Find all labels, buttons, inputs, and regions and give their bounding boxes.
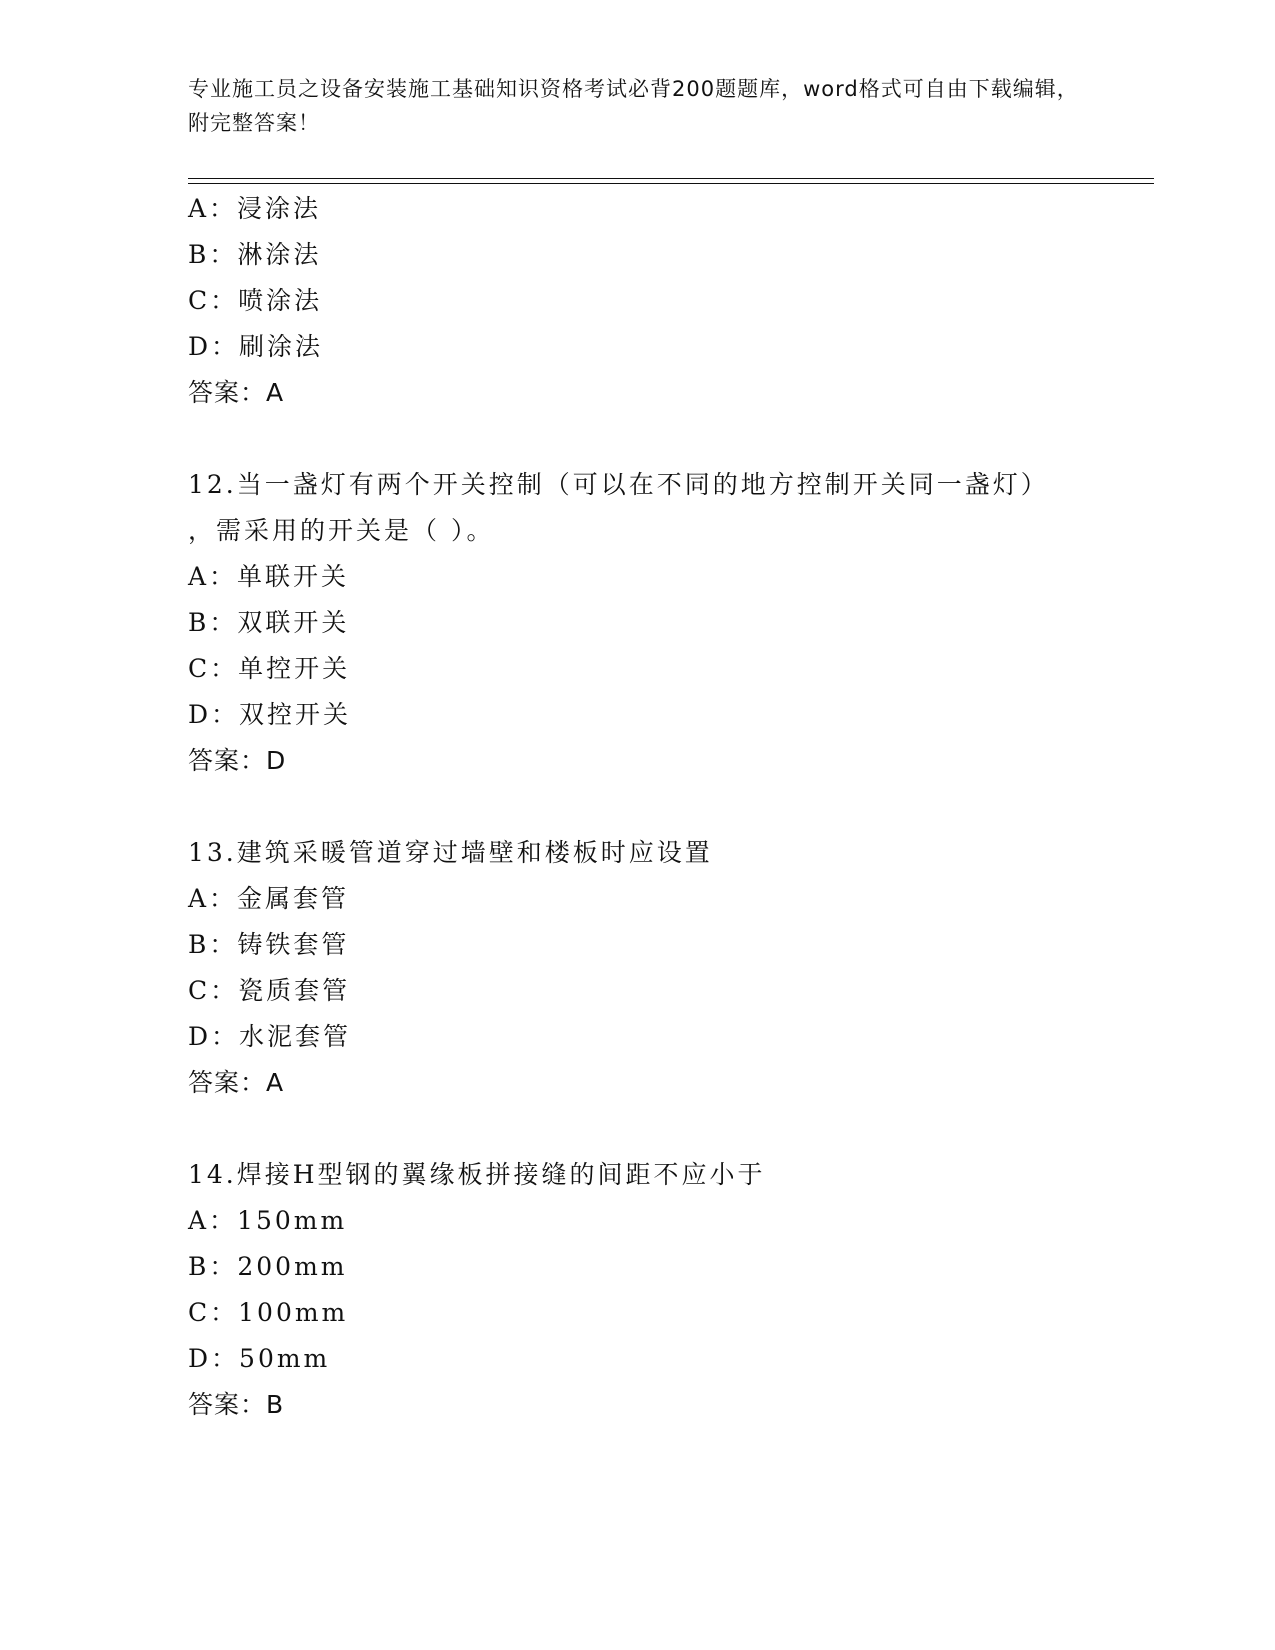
header-rule-top	[188, 178, 1154, 179]
option-b: B：铸铁套管	[188, 930, 350, 959]
question-stem: 13.建筑采暖管道穿过墙壁和楼板时应设置	[188, 838, 713, 867]
answer-line: 答案：B	[188, 1390, 285, 1419]
option-b: B：淋涂法	[188, 240, 322, 269]
option-d: D：50mm	[188, 1344, 331, 1373]
option-c: C：喷涂法	[188, 286, 323, 315]
option-a: A：150mm	[188, 1206, 348, 1235]
header-rule-bottom	[188, 183, 1154, 184]
document-header: 专业施工员之设备安装施工基础知识资格考试必背200题题库，word格式可自由下载编辑，附完整答案！	[188, 77, 1079, 135]
question-stem: 12.当一盏灯有两个开关控制（可以在不同的地方控制开关同一盏灯）	[188, 470, 1049, 499]
answer-line: 答案：D	[188, 746, 287, 775]
option-a: A：浸涂法	[188, 194, 322, 223]
option-a: A：单联开关	[188, 562, 350, 591]
question-stem: 14.焊接H型钢的翼缘板拼接缝的间距不应小于	[188, 1160, 766, 1189]
answer-line: 答案：A	[188, 378, 285, 407]
option-c: C：瓷质套管	[188, 976, 351, 1005]
option-d: D：水泥套管	[188, 1022, 352, 1051]
option-d: D：双控开关	[188, 700, 352, 729]
document-body	[188, 186, 1148, 1428]
option-a: A：金属套管	[188, 884, 350, 913]
answer-line: 答案：A	[188, 1068, 285, 1097]
question-14	[188, 1152, 1148, 1428]
option-b: B：双联开关	[188, 608, 350, 637]
option-d: D：刷涂法	[188, 332, 324, 361]
question-stem-continued: ，需采用的开关是（ ）。	[188, 516, 495, 545]
question-12	[188, 462, 1148, 784]
option-c: C：单控开关	[188, 654, 351, 683]
question-fragment	[188, 186, 1148, 416]
question-13	[188, 830, 1148, 1106]
option-b: B：200mm	[188, 1252, 348, 1281]
option-c: C：100mm	[188, 1298, 349, 1327]
